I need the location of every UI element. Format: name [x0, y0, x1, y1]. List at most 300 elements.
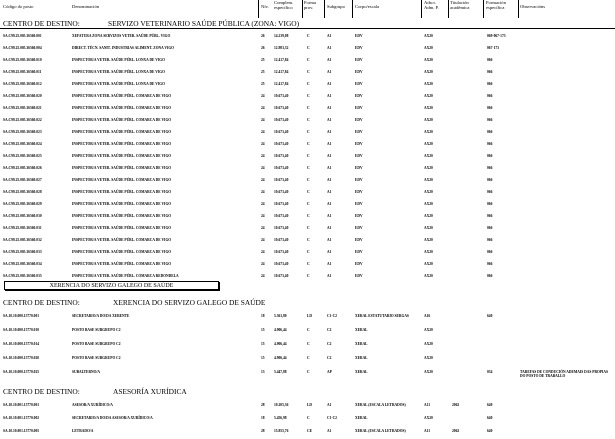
- cell-denom: INSPECTOR/A VETER. SAÚDE PÚBL. LONXA DE VIGO: [72, 58, 165, 62]
- cell-complem: 10.673,40: [274, 106, 289, 110]
- cell-adscr: AX20: [424, 178, 433, 182]
- table-row: [0, 342, 615, 348]
- cell-codigo: SA.C99.25.005.36560.026: [3, 166, 42, 170]
- cell-form: 640: [487, 403, 493, 407]
- table-row: [0, 190, 615, 196]
- cell-codigo: SA.10.10.000.15770.010: [3, 328, 40, 332]
- cell-corpo: EDV: [355, 274, 363, 278]
- cell-codigo: SA.C99.25.005.36560.021: [3, 106, 42, 110]
- table-row: [0, 166, 615, 172]
- cell-codigo: SA.C99.25.005.36560.022: [3, 118, 42, 122]
- cell-complem: 10.673,40: [274, 274, 289, 278]
- cell-adscr: AX20: [424, 82, 433, 86]
- cell-forma: C: [307, 226, 310, 230]
- cell-form: 066: [487, 274, 493, 278]
- cell-sub: A1: [327, 226, 332, 230]
- cell-sub: A1: [327, 46, 332, 50]
- cell-sub: A1: [327, 190, 332, 194]
- divider: [324, 0, 325, 18]
- cell-niv: 15: [261, 328, 265, 332]
- cell-corpo: EDV: [355, 238, 363, 242]
- cell-codigo: SA.C99.25.005.36560.020: [3, 94, 42, 98]
- cell-sub: A1: [327, 58, 332, 62]
- cell-denom: INSPECTOR/A VETER. SAÚDE PÚBL. COMARCA DE VIGO: [72, 106, 172, 110]
- table-row: [0, 403, 615, 409]
- cell-form: 066: [487, 226, 493, 230]
- table-row: [0, 416, 615, 422]
- table-row: [0, 58, 615, 64]
- header-denominacion: Denominación: [72, 4, 100, 9]
- cell-niv: 25: [261, 70, 265, 74]
- cell-denom: INSPECTOR/A VETER. SAÚDE PÚBL. LONXA DE VIGO: [72, 82, 165, 86]
- cell-niv: 25: [261, 58, 265, 62]
- section-name: SERVIZO VETERINARIO SAÚDE PÚBLICA (ZONA: VIGO): [108, 19, 300, 28]
- cell-complem: 10.673,40: [274, 166, 289, 170]
- cell-codigo: SA.C99.25.005.36560.023: [3, 130, 42, 134]
- cell-forma: C: [307, 356, 310, 360]
- cell-adscr: AX20: [424, 356, 433, 360]
- cell-adscr: AX20: [424, 154, 433, 158]
- cell-tit: 2062: [452, 429, 460, 433]
- cell-sub: A1: [327, 202, 332, 206]
- header-subgrupo: Subgrupo: [327, 4, 345, 9]
- cell-complem: 4.906,44: [274, 328, 287, 332]
- divider: [258, 0, 259, 18]
- section-heading: [3, 387, 403, 396]
- cell-forma: C: [307, 58, 310, 62]
- cell-corpo: EDV: [355, 178, 363, 182]
- cell-niv: 24: [261, 214, 265, 218]
- cell-corpo: EDV: [355, 202, 363, 206]
- header-complem: Complem. específico: [274, 0, 294, 11]
- cell-corpo: EDV: [355, 130, 363, 134]
- cell-forma: C: [307, 82, 310, 86]
- cell-sub: A1: [327, 178, 332, 182]
- cell-adscr: A11: [424, 403, 430, 407]
- table-row: [0, 238, 615, 244]
- header-titulacion: Titulación académica: [450, 0, 470, 11]
- cell-sub: A1: [327, 70, 332, 74]
- cell-denom: SECRETARIO/A DO/DA ASESOR/A XURÍDICO/A: [72, 416, 153, 420]
- divider: [448, 0, 449, 18]
- cell-complem: 10.673,40: [274, 214, 289, 218]
- cell-corpo: EDV: [355, 70, 363, 74]
- cell-niv: 28: [261, 403, 265, 407]
- cell-codigo: SA.10.10.001.15770.002: [3, 416, 40, 420]
- cell-sub: A1: [327, 34, 332, 38]
- cell-codigo: SA.C99.25.005.36560.033: [3, 250, 42, 254]
- cell-denom: INSPECTOR/A VETER. SAÚDE PÚBL. LONXA DE VIGO: [72, 70, 165, 74]
- table-row: [0, 82, 615, 88]
- header-niv: Nív.: [261, 4, 269, 9]
- cell-complem: 10.673,40: [274, 142, 289, 146]
- cell-complem: 10.673,40: [274, 130, 289, 134]
- table-row: [0, 154, 615, 160]
- cell-corpo: EDV: [355, 106, 363, 110]
- cell-adscr: AX20: [424, 166, 433, 170]
- cell-adscr: A11: [424, 429, 430, 433]
- cell-niv: 26: [261, 34, 265, 38]
- cell-corpo: EDV: [355, 226, 363, 230]
- table-row: [0, 202, 615, 208]
- cell-codigo: SA.C99.25.005.36560.032: [3, 238, 42, 242]
- cell-complem: 15.855,76: [274, 429, 289, 433]
- cell-corpo: EDV: [355, 34, 363, 38]
- cell-complem: 10.673,40: [274, 202, 289, 206]
- cell-form: 066: [487, 106, 493, 110]
- cell-adscr: AX20: [424, 94, 433, 98]
- cell-adscr: AX20: [424, 142, 433, 146]
- table-row: [0, 106, 615, 112]
- cell-complem: 4.906,44: [274, 342, 287, 346]
- cell-corpo: EDV: [355, 118, 363, 122]
- cell-forma: C: [307, 274, 310, 278]
- cell-denom: XEFATURA ZONA SERVIZOS VETER. SAÚDE PÚBL. VIGO: [72, 34, 171, 38]
- cell-forma: CE: [307, 429, 312, 433]
- cell-adscr: AX20: [424, 130, 433, 134]
- table-row: [0, 314, 615, 320]
- cell-niv: 24: [261, 226, 265, 230]
- table-row: [0, 274, 615, 280]
- cell-complem: 4.906,44: [274, 356, 287, 360]
- cell-sub: A1: [327, 154, 332, 158]
- section-rule: [0, 28, 615, 29]
- cell-sub: C1-C2: [327, 314, 337, 318]
- cell-form: 066: [487, 238, 493, 242]
- cell-form: 069-067-173: [487, 34, 506, 38]
- divider: [483, 0, 484, 18]
- cell-niv: 24: [261, 142, 265, 146]
- cell-complem: 5.447,88: [274, 370, 287, 374]
- cell-form: 066: [487, 118, 493, 122]
- cell-codigo: SA.C99.25.005.36560.029: [3, 202, 42, 206]
- header-codigo: Código do posto: [3, 4, 34, 9]
- cell-niv: 24: [261, 166, 265, 170]
- cell-form: 640: [487, 416, 493, 420]
- cell-niv: 15: [261, 342, 265, 346]
- cell-form: 066: [487, 58, 493, 62]
- cell-codigo: SA.C99.25.005.36560.027: [3, 178, 42, 182]
- cell-denom: INSPECTOR/A VETER. SAÚDE PÚBL. COMARCA DE VIGO: [72, 190, 172, 194]
- column-header: [0, 0, 615, 18]
- cell-form: 066: [487, 94, 493, 98]
- cell-adscr: AX20: [424, 416, 433, 420]
- cell-codigo: SA.C99.25.005.36560.035: [3, 274, 42, 278]
- cell-adscr: AX20: [424, 190, 433, 194]
- cell-denom: SUBALTERNO/A: [72, 370, 101, 374]
- cell-forma: C: [307, 46, 310, 50]
- cell-forma: C: [307, 262, 310, 266]
- cell-niv: 24: [261, 94, 265, 98]
- cell-codigo: SA.C99.25.005.36560.025: [3, 154, 42, 158]
- divider: [421, 0, 422, 18]
- cell-denom: INSPECTOR/A VETER. SAÚDE PÚBL. COMARCA DE VIGO: [72, 118, 172, 122]
- cell-codigo: SA.10.10.001.15770.001: [3, 403, 40, 407]
- cell-niv: 13: [261, 370, 265, 374]
- cell-adscr: AX20: [424, 250, 433, 254]
- cell-forma: C: [307, 178, 310, 182]
- cell-form: 066: [487, 154, 493, 158]
- cell-form: 640: [487, 314, 493, 318]
- cell-denom: POSTO BASE SUBGRUPO C2: [72, 342, 121, 346]
- table-row: [0, 130, 615, 136]
- cell-form: 066: [487, 214, 493, 218]
- cell-corpo: EDV: [355, 250, 363, 254]
- cell-corpo: XERAL (ESCALA LETRADOS): [355, 403, 406, 407]
- cell-sub: C2: [327, 342, 332, 346]
- cell-niv: 28: [261, 429, 265, 433]
- table-row: [0, 262, 615, 268]
- cell-complem: 10.673,40: [274, 262, 289, 266]
- cell-sub: A1: [327, 94, 332, 98]
- cell-form: 640: [487, 429, 493, 433]
- cell-adscr: AX20: [424, 226, 433, 230]
- cell-adscr: AX20: [424, 342, 433, 346]
- table-row: [0, 356, 615, 362]
- cell-form: 066: [487, 202, 493, 206]
- cell-tit: 2062: [452, 403, 460, 407]
- cell-codigo: SA.C99.25.005.36560.024: [3, 142, 42, 146]
- xerencia-button[interactable]: XERENCIA DO SERVIZO GALEGO DE SAÚDE: [4, 281, 219, 290]
- cell-codigo: SA.C99.25.005.36560.001: [3, 34, 42, 38]
- cell-adscr: AX20: [424, 214, 433, 218]
- cell-forma: C: [307, 154, 310, 158]
- cell-forma: C: [307, 370, 310, 374]
- table-row: [0, 178, 615, 184]
- cell-form: 066: [487, 178, 493, 182]
- cell-complem: 14.239,08: [274, 34, 289, 38]
- cell-complem: 12.983,32: [274, 46, 289, 50]
- section-name: ASESORÍA XURÍDICA: [113, 387, 187, 396]
- cell-niv: 18: [261, 314, 265, 318]
- cell-form: 066: [487, 70, 493, 74]
- cell-corpo: EDV: [355, 154, 363, 158]
- cell-adscr: A16: [424, 314, 431, 318]
- cell-codigo: SA.10.10.001.15770.005: [3, 429, 40, 433]
- divider: [352, 0, 353, 18]
- cell-form: 066: [487, 262, 493, 266]
- cell-corpo: XERAL ESTATUTARIO SERGAS: [355, 314, 409, 318]
- cell-complem: 10.673,40: [274, 178, 289, 182]
- cell-forma: LD: [307, 314, 312, 318]
- cell-forma: C: [307, 342, 310, 346]
- cell-niv: 25: [261, 82, 265, 86]
- cell-complem: 5.456,98: [274, 416, 287, 420]
- cell-forma: C: [307, 130, 310, 134]
- cell-adscr: AX20: [424, 274, 433, 278]
- cell-niv: 15: [261, 356, 265, 360]
- cell-sub: A1: [327, 106, 332, 110]
- table-row: [0, 370, 615, 379]
- cell-niv: 24: [261, 250, 265, 254]
- cell-denom: INSPECTOR/A VETER. SAÚDE PÚBL. COMARCA DE VIGO: [72, 226, 172, 230]
- table-row: [0, 142, 615, 148]
- cell-denom: INSPECTOR/A VETER. SAÚDE PÚBL. COMARCA DE VIGO: [72, 130, 172, 134]
- cell-adscr: AX20: [424, 238, 433, 242]
- cell-complem: 12.417,84: [274, 82, 289, 86]
- cell-corpo: EDV: [355, 94, 363, 98]
- cell-form: 067-173: [487, 46, 499, 50]
- cell-codigo: SA.C99.25.005.36560.011: [3, 70, 42, 74]
- table-row: [0, 226, 615, 232]
- cell-denom: INSPECTOR/A VETER. SAÚDE PÚBL. COMARCA DE VIGO: [72, 250, 172, 254]
- cell-sub: C2: [327, 356, 332, 360]
- cell-niv: 24: [261, 238, 265, 242]
- cell-sub: A1: [327, 429, 332, 433]
- table-row: [0, 214, 615, 220]
- cell-niv: 24: [261, 154, 265, 158]
- cell-niv: 24: [261, 118, 265, 122]
- table-row: [0, 429, 615, 435]
- cell-corpo: XERAL: [355, 416, 368, 420]
- cell-forma: C: [307, 118, 310, 122]
- cell-adscr: AX20: [424, 118, 433, 122]
- cell-denom: INSPECTOR/A VETER. SAÚDE PÚBL. COMARCA REDONDELA: [72, 274, 179, 278]
- cell-forma: C: [307, 202, 310, 206]
- cell-forma: C: [307, 106, 310, 110]
- cell-sub: A1: [327, 214, 332, 218]
- table-row: [0, 250, 615, 256]
- cell-denom: INSPECTOR/A VETER. SAÚDE PÚBL. COMARCA DE VIGO: [72, 154, 172, 158]
- cell-corpo: EDV: [355, 262, 363, 266]
- cell-denom: ASESOR/A XURÍDICO/A: [72, 403, 113, 407]
- cell-codigo: SA.10.10.000.15770.014: [3, 342, 40, 346]
- cell-niv: 24: [261, 190, 265, 194]
- cell-corpo: EDV: [355, 82, 363, 86]
- cell-form: 034: [487, 370, 493, 374]
- cell-complem: 10.673,40: [274, 226, 289, 230]
- cell-corpo: EDV: [355, 166, 363, 170]
- cell-form: 066: [487, 130, 493, 134]
- cell-sub: A1: [327, 82, 332, 86]
- cell-form: 066: [487, 82, 493, 86]
- divider: [302, 0, 303, 18]
- cell-sub: A1: [327, 118, 332, 122]
- header-corpo: Corpo/escala: [355, 4, 379, 9]
- cell-sub: A1: [327, 403, 332, 407]
- cell-adscr: AX20: [424, 46, 433, 50]
- cell-codigo: SA.C99.25.005.36560.012: [3, 82, 42, 86]
- table-row: [0, 328, 615, 334]
- cell-corpo: XERAL: [355, 370, 368, 374]
- cell-sub: C1-C2: [327, 416, 337, 420]
- cell-forma: C: [307, 142, 310, 146]
- cell-forma: C: [307, 94, 310, 98]
- divider: [518, 0, 519, 18]
- cell-adscr: AX20: [424, 262, 433, 266]
- cell-denom: DIRECT. TÉCN. SANIT. INDUSTRIAS ALIMENT. ZONA VIGO: [72, 46, 174, 50]
- cell-codigo: SA.10.10.000.15770.025: [3, 370, 40, 374]
- table-row: [0, 94, 615, 100]
- cell-denom: POSTO BASE SUBGRUPO C2: [72, 328, 121, 332]
- cell-sub: A1: [327, 238, 332, 242]
- cell-sub: AP: [327, 370, 332, 374]
- cell-complem: 10.673,40: [274, 94, 289, 98]
- cell-obs: TAREFAS DE CONDUCIÓN ADEMAIS DAS PROPIAS DO POSTO DE TRABALLO: [520, 370, 609, 379]
- cell-niv: 24: [261, 178, 265, 182]
- cell-sub: A1: [327, 262, 332, 266]
- cell-codigo: SA.10.10.000.15770.001: [3, 314, 40, 318]
- table-row: [0, 46, 615, 52]
- table-row: [0, 118, 615, 124]
- cell-denom: INSPECTOR/A VETER. SAÚDE PÚBL. COMARCA DE VIGO: [72, 262, 172, 266]
- cell-forma: C: [307, 416, 310, 420]
- table-row: [0, 70, 615, 76]
- section-label: CENTRO DE DESTINO:: [3, 387, 80, 396]
- cell-corpo: EDV: [355, 46, 363, 50]
- cell-denom: INSPECTOR/A VETER. SAÚDE PÚBL. COMARCA DE VIGO: [72, 202, 172, 206]
- header-forma: Forma prov.: [304, 0, 316, 11]
- cell-corpo: XERAL: [355, 328, 368, 332]
- cell-sub: A1: [327, 142, 332, 146]
- cell-codigo: SA.10.10.000.15770.020: [3, 356, 40, 360]
- cell-denom: LETRADO/A: [72, 429, 94, 433]
- table-row: [0, 34, 615, 40]
- section-label: CENTRO DE DESTINO:: [3, 19, 80, 28]
- cell-complem: 10.673,40: [274, 250, 289, 254]
- cell-form: 066: [487, 190, 493, 194]
- cell-denom: POSTO BASE SUBGRUPO C2: [72, 356, 121, 360]
- cell-adscr: AX20: [424, 370, 433, 374]
- cell-complem: 5.361,80: [274, 314, 287, 318]
- cell-forma: C: [307, 214, 310, 218]
- cell-forma: C: [307, 190, 310, 194]
- cell-complem: 12.417,84: [274, 58, 289, 62]
- cell-denom: INSPECTOR/A VETER. SAÚDE PÚBL. COMARCA DE VIGO: [72, 166, 172, 170]
- cell-sub: A1: [327, 274, 332, 278]
- cell-complem: 10.673,40: [274, 238, 289, 242]
- cell-sub: A1: [327, 166, 332, 170]
- cell-form: 066: [487, 250, 493, 254]
- cell-codigo: SA.C99.25.005.36560.034: [3, 262, 42, 266]
- cell-adscr: AX20: [424, 70, 433, 74]
- cell-corpo: EDV: [355, 214, 363, 218]
- section-heading: [3, 19, 403, 28]
- cell-denom: INSPECTOR/A VETER. SAÚDE PÚBL. COMARCA DE VIGO: [72, 178, 172, 182]
- cell-niv: 24: [261, 130, 265, 134]
- cell-codigo: SA.C99.25.005.36560.004: [3, 46, 42, 50]
- cell-denom: INSPECTOR/A VETER. SAÚDE PÚBL. COMARCA DE VIGO: [72, 142, 172, 146]
- cell-niv: 18: [261, 416, 265, 420]
- cell-corpo: XERAL (ESCALA LETRADOS): [355, 429, 406, 433]
- cell-codigo: SA.C99.25.005.36560.028: [3, 190, 42, 194]
- section-name: XERENCIA DO SERVIZO GALEGO DE SAÚDE: [113, 298, 266, 307]
- cell-adscr: AX20: [424, 202, 433, 206]
- cell-sub: A1: [327, 250, 332, 254]
- cell-denom: INSPECTOR/A VETER. SAÚDE PÚBL. COMARCA DE VIGO: [72, 214, 172, 218]
- cell-form: 066: [487, 166, 493, 170]
- cell-denom: INSPECTOR/A VETER. SAÚDE PÚBL. COMARCA DE VIGO: [72, 238, 172, 242]
- cell-forma: C: [307, 166, 310, 170]
- section-label: CENTRO DE DESTINO:: [3, 298, 80, 307]
- cell-forma: C: [307, 238, 310, 242]
- cell-adscr: AX20: [424, 34, 433, 38]
- cell-forma: LD: [307, 403, 312, 407]
- cell-form: 066: [487, 142, 493, 146]
- cell-forma: C: [307, 328, 310, 332]
- cell-forma: C: [307, 34, 310, 38]
- cell-sub: A1: [327, 130, 332, 134]
- cell-corpo: EDV: [355, 190, 363, 194]
- cell-complem: 10.673,40: [274, 190, 289, 194]
- cell-codigo: SA.C99.25.005.36560.010: [3, 58, 42, 62]
- cell-adscr: AX20: [424, 106, 433, 110]
- cell-corpo: XERAL: [355, 342, 368, 346]
- cell-codigo: SA.C99.25.005.36560.031: [3, 226, 42, 230]
- cell-adscr: AX20: [424, 328, 433, 332]
- cell-corpo: EDV: [355, 142, 363, 146]
- cell-adscr: AX20: [424, 58, 433, 62]
